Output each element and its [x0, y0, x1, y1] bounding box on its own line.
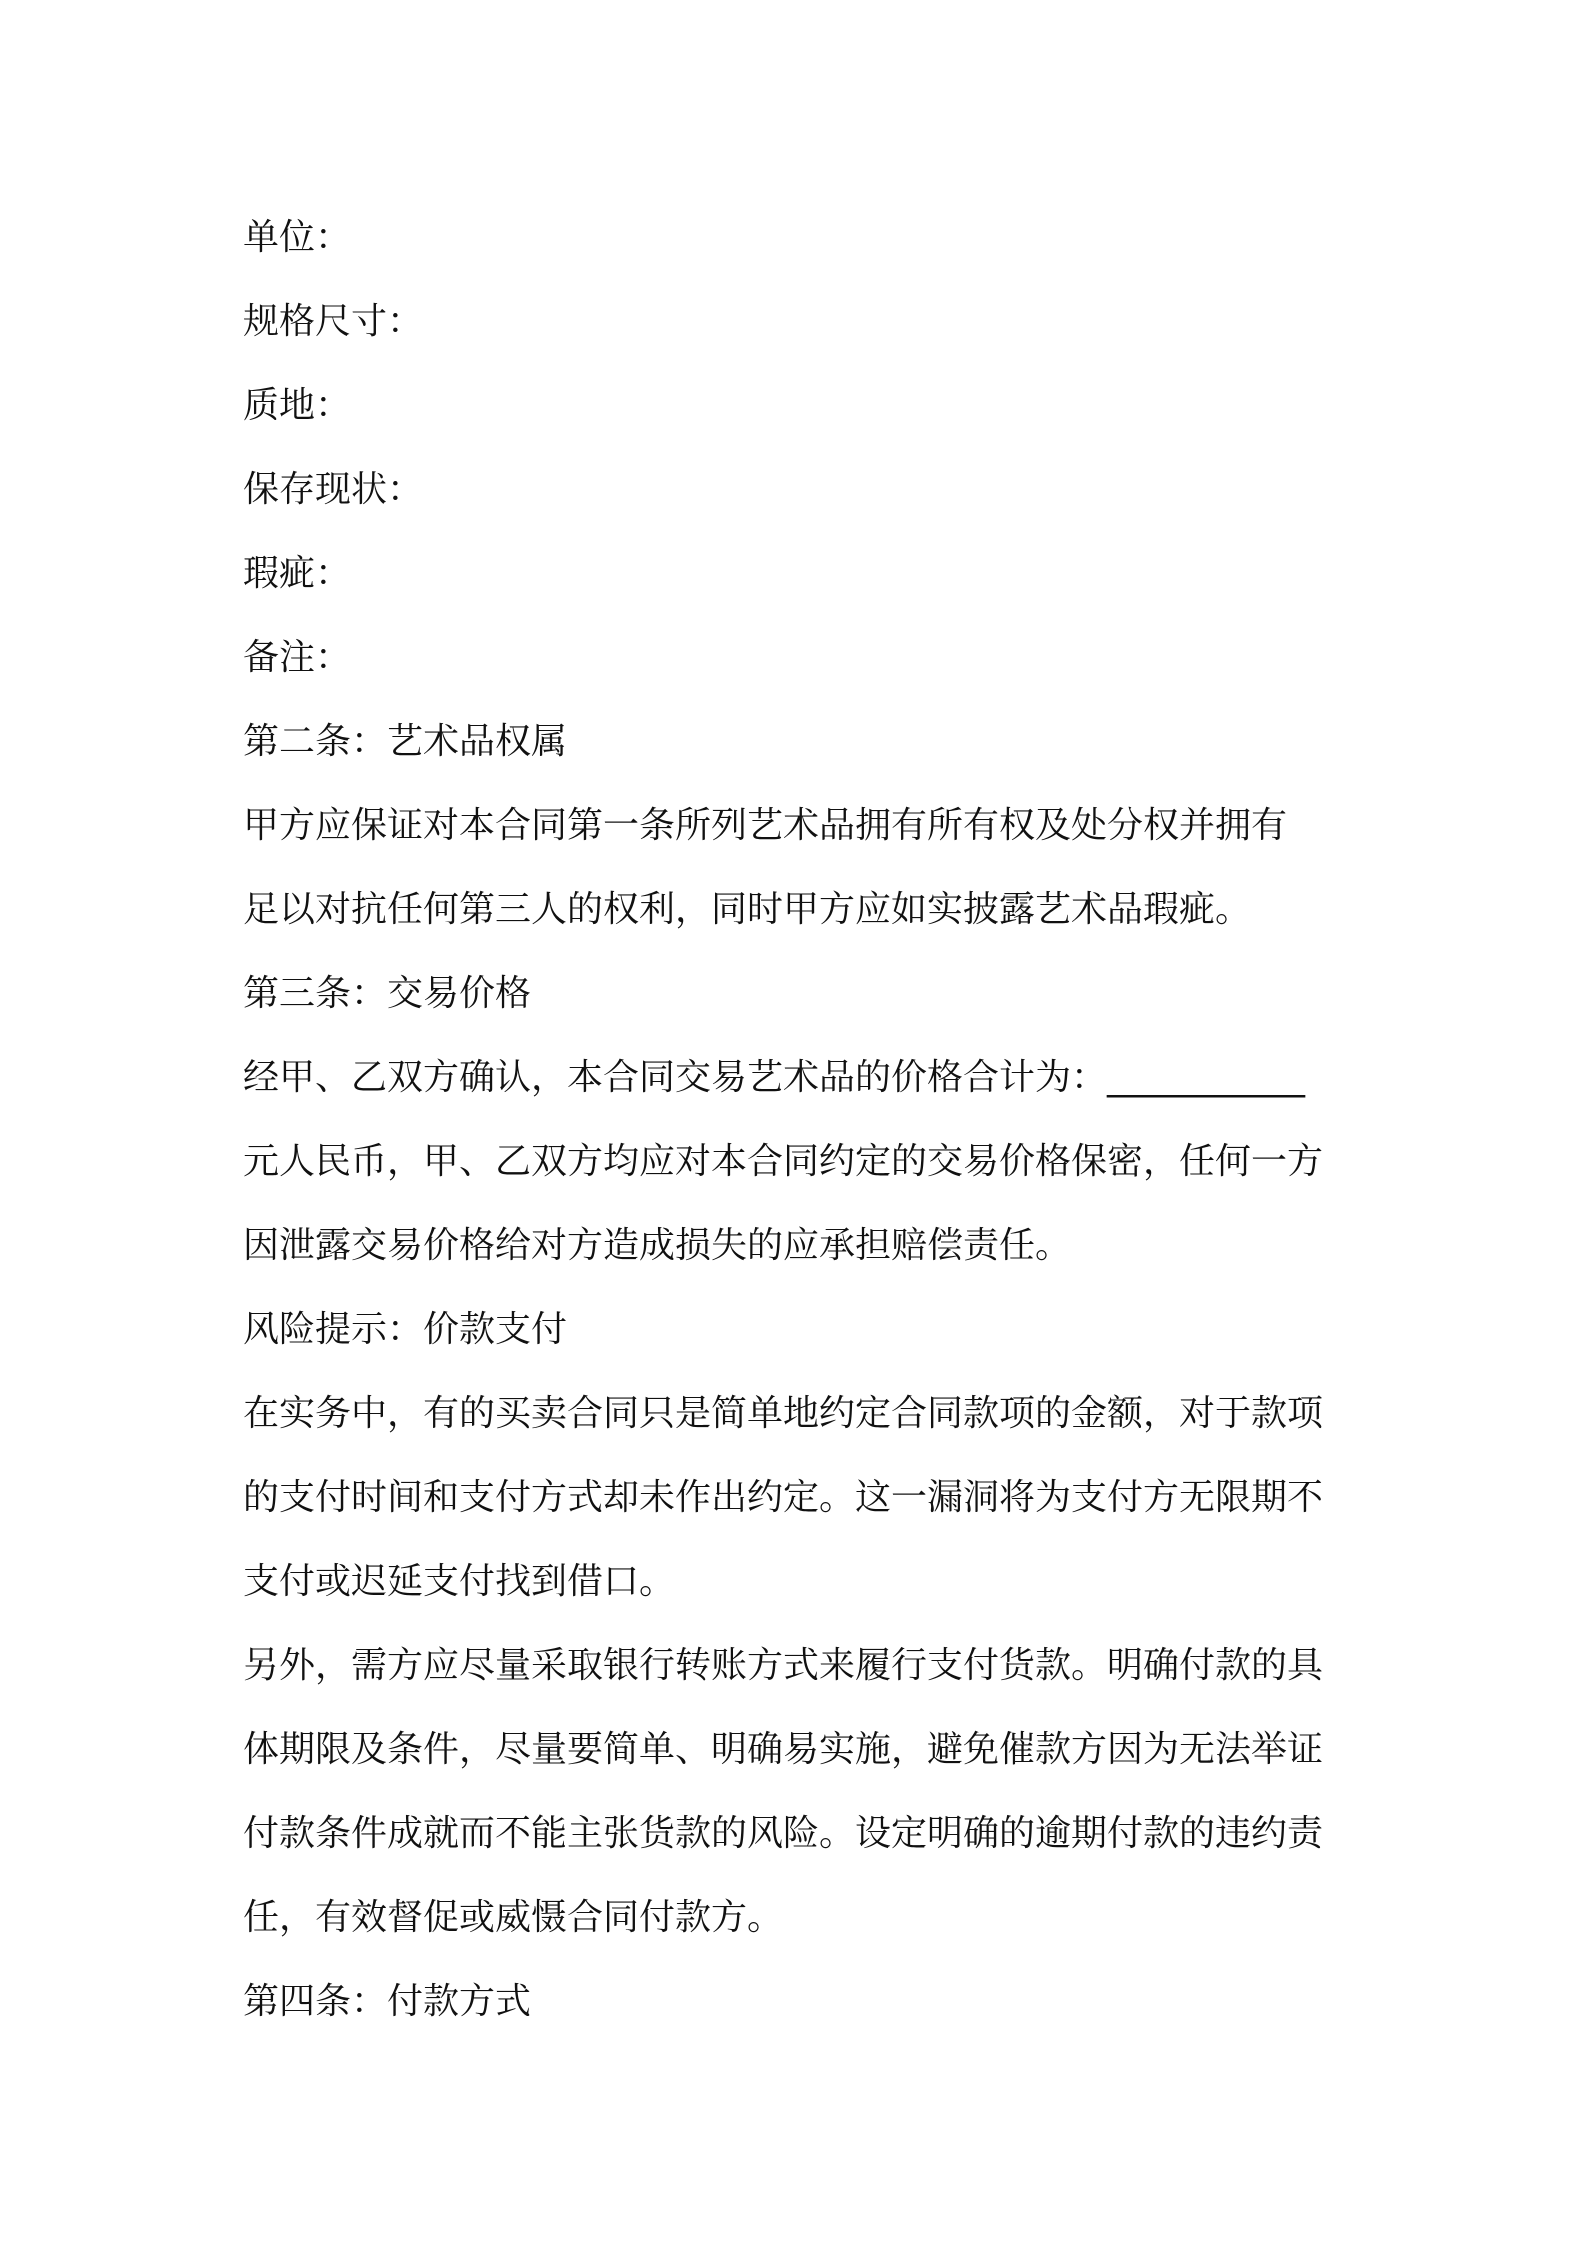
risk-para2-line: 付款条件成就而不能主张货款的风险。设定明确的逾期付款的违约责 [243, 1813, 1324, 1854]
field-remarks: 备注： [243, 637, 352, 678]
risk-heading: 风险提示：价款支付 [243, 1309, 568, 1350]
article3-line: 因泄露交易价格给对方造成损失的应承担赔偿责任。 [243, 1225, 1072, 1266]
article2-line: 足以对抗任何第三人的权利，同时甲方应如实披露艺术品瑕疵。 [243, 889, 1252, 930]
field-material: 质地： [243, 385, 352, 426]
field-defects: 瑕疵： [243, 553, 352, 594]
article3-line: 经甲、乙双方确认，本合同交易艺术品的价格合计为：___________ [243, 1057, 1306, 1098]
risk-para1-line: 在实务中，有的买卖合同只是简单地约定合同款项的金额，对于款项 [243, 1393, 1324, 1434]
risk-para2-line: 任，有效督促或威慑合同付款方。 [243, 1897, 784, 1938]
field-unit: 单位： [243, 217, 352, 258]
article4-heading: 第四条：付款方式 [243, 1981, 532, 2022]
risk-para1-line: 的支付时间和支付方式却未作出约定。这一漏洞将为支付方无限期不 [243, 1477, 1324, 1518]
article3-heading: 第三条：交易价格 [243, 973, 532, 1014]
risk-para1-line: 支付或迟延支付找到借口。 [243, 1561, 676, 1602]
field-condition: 保存现状： [243, 469, 424, 510]
article2-line: 甲方应保证对本合同第一条所列艺术品拥有所有权及处分权并拥有 [243, 805, 1288, 846]
article3-line: 元人民币，甲、乙双方均应对本合同约定的交易价格保密，任何一方 [243, 1141, 1324, 1182]
article2-heading: 第二条：艺术品权属 [243, 721, 568, 762]
risk-para2-line: 体期限及条件，尽量要简单、明确易实施，避免催款方因为无法举证 [243, 1729, 1324, 1770]
contract-page [243, 196, 1358, 2044]
field-size: 规格尺寸： [243, 301, 424, 342]
risk-para2-line: 另外，需方应尽量采取银行转账方式来履行支付货款。明确付款的具 [243, 1645, 1324, 1686]
